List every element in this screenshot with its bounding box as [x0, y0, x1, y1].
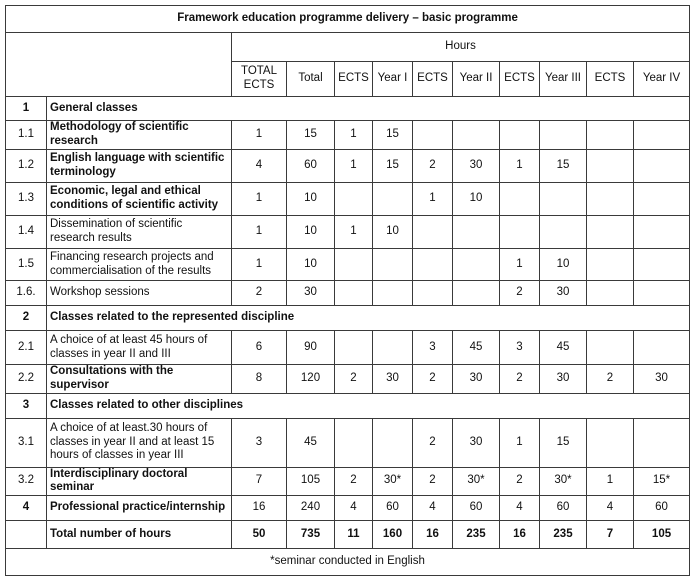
hours-cell: 2 [413, 365, 453, 394]
hours-cell: 30* [453, 467, 500, 496]
column-header: TOTAL ECTS [232, 62, 287, 97]
row-number: 3 [6, 393, 47, 418]
hours-cell [335, 331, 373, 365]
hours-cell: 6 [232, 331, 287, 365]
total-row [6, 521, 690, 549]
hours-cell [453, 216, 500, 249]
hours-cell: 1 [335, 121, 373, 150]
hours-cell [500, 216, 540, 249]
table-row [6, 331, 690, 365]
hours-cell [634, 281, 690, 306]
row-number: 1.1 [6, 121, 47, 150]
row-number: 3.1 [6, 418, 47, 467]
table-row [6, 281, 690, 306]
hours-cell: 4 [232, 150, 287, 183]
column-header: Year II [453, 62, 500, 97]
hours-cell: 1 [232, 121, 287, 150]
hours-cell: 30 [540, 365, 587, 394]
hours-cell: 2 [335, 365, 373, 394]
hours-cell: 10 [453, 183, 500, 216]
table-row [6, 496, 690, 521]
hours-cell [634, 183, 690, 216]
hours-cell [413, 216, 453, 249]
hours-cell: 7 [587, 521, 634, 549]
column-header: ECTS [500, 62, 540, 97]
hours-cell [500, 121, 540, 150]
hours-cell: 160 [373, 521, 413, 549]
hours-cell: 1 [232, 183, 287, 216]
row-number: 2.1 [6, 331, 47, 365]
hours-cell: 30 [453, 150, 500, 183]
hours-cell [587, 331, 634, 365]
hours-cell [634, 418, 690, 467]
section-row [6, 97, 690, 121]
hours-cell: 15* [634, 467, 690, 496]
hours-cell: 1 [500, 249, 540, 281]
hours-cell: 60 [287, 150, 335, 183]
column-header: ECTS [335, 62, 373, 97]
hours-cell: 45 [540, 331, 587, 365]
hours-cell: 8 [232, 365, 287, 394]
column-header: ECTS [587, 62, 634, 97]
row-number: 3.2 [6, 467, 47, 496]
hours-cell [335, 249, 373, 281]
hours-cell: 11 [335, 521, 373, 549]
hours-cell: 735 [287, 521, 335, 549]
table-row [6, 121, 690, 150]
hours-cell [634, 150, 690, 183]
hours-cell: 3 [232, 418, 287, 467]
hours-cell: 1 [232, 249, 287, 281]
hours-cell: 1 [335, 150, 373, 183]
class-name: Professional practice/internship [47, 496, 232, 521]
hours-cell: 16 [413, 521, 453, 549]
hours-cell: 4 [500, 496, 540, 521]
hours-cell [373, 418, 413, 467]
footnote-row [6, 549, 690, 576]
table-title: Framework education programme delivery – basic programme [6, 6, 690, 33]
hours-cell [453, 249, 500, 281]
hours-cell [500, 183, 540, 216]
hours-cell: 15 [540, 150, 587, 183]
programme-table [5, 5, 690, 576]
hours-cell: 50 [232, 521, 287, 549]
hours-cell: 90 [287, 331, 335, 365]
hours-cell: 1 [413, 183, 453, 216]
hours-cell [373, 281, 413, 306]
class-name: English language with scientific terminology [47, 150, 232, 183]
hours-cell: 16 [500, 521, 540, 549]
hours-cell: 60 [453, 496, 500, 521]
hours-cell: 235 [540, 521, 587, 549]
row-number: 1.2 [6, 150, 47, 183]
hours-cell: 2 [500, 365, 540, 394]
hours-cell: 30 [540, 281, 587, 306]
column-header: Year I [373, 62, 413, 97]
hours-cell [587, 121, 634, 150]
column-header: Year IV [634, 62, 690, 97]
hours-cell [587, 249, 634, 281]
hours-cell: 2 [413, 467, 453, 496]
hours-cell: 30* [540, 467, 587, 496]
hours-cell: 240 [287, 496, 335, 521]
hours-cell [587, 150, 634, 183]
hours-cell: 15 [373, 121, 413, 150]
hours-cell [540, 121, 587, 150]
hours-cell: 235 [453, 521, 500, 549]
table-row [6, 183, 690, 216]
table-row [6, 216, 690, 249]
hours-cell [540, 216, 587, 249]
hours-cell [335, 183, 373, 216]
total-label: Total number of hours [47, 521, 232, 549]
hours-cell: 1 [232, 216, 287, 249]
hours-cell: 60 [634, 496, 690, 521]
hours-cell: 10 [540, 249, 587, 281]
hours-cell: 45 [287, 418, 335, 467]
hours-cell: 2 [232, 281, 287, 306]
table-row [6, 467, 690, 496]
hours-cell: 2 [587, 365, 634, 394]
section-title: General classes [47, 97, 690, 121]
class-name: Interdisciplinary doctoral seminar [47, 467, 232, 496]
hours-cell [413, 281, 453, 306]
row-number: 1 [6, 97, 47, 121]
class-name: Economic, legal and ethical conditions of scientific activity [47, 183, 232, 216]
hours-cell: 1 [587, 467, 634, 496]
hours-cell: 30 [287, 281, 335, 306]
hours-cell: 4 [587, 496, 634, 521]
hours-cell: 30* [373, 467, 413, 496]
hours-cell: 30 [453, 418, 500, 467]
hours-cell: 7 [232, 467, 287, 496]
hours-cell: 15 [287, 121, 335, 150]
hours-cell [587, 216, 634, 249]
footnote: *seminar conducted in English [6, 549, 690, 576]
hours-cell [335, 418, 373, 467]
hours-cell [413, 121, 453, 150]
hours-cell [453, 281, 500, 306]
hours-cell: 105 [634, 521, 690, 549]
hours-cell: 30 [634, 365, 690, 394]
hours-cell [453, 121, 500, 150]
row-number: 1.3 [6, 183, 47, 216]
hours-cell: 2 [413, 418, 453, 467]
class-name: Dissemination of scientific research results [47, 216, 232, 249]
hours-cell: 2 [500, 467, 540, 496]
hours-cell: 4 [413, 496, 453, 521]
hours-cell: 10 [287, 249, 335, 281]
column-header: Total [287, 62, 335, 97]
section-row [6, 393, 690, 418]
hours-cell [373, 331, 413, 365]
hours-cell: 30 [373, 365, 413, 394]
hours-cell [634, 121, 690, 150]
hours-cell: 60 [540, 496, 587, 521]
hours-cell [373, 249, 413, 281]
hours-cell [373, 183, 413, 216]
row-number: 4 [6, 496, 47, 521]
class-name: Methodology of scientific research [47, 121, 232, 150]
row-number [6, 521, 47, 549]
hours-cell: 60 [373, 496, 413, 521]
hours-cell: 3 [413, 331, 453, 365]
row-number: 2.2 [6, 365, 47, 394]
column-header: ECTS [413, 62, 453, 97]
hours-cell: 3 [500, 331, 540, 365]
hours-cell [540, 183, 587, 216]
header-blank-cell [6, 33, 232, 97]
hours-cell: 45 [453, 331, 500, 365]
hours-cell: 15 [540, 418, 587, 467]
section-title: Classes related to the represented discipline [47, 306, 690, 331]
hours-cell [335, 281, 373, 306]
table-row [6, 150, 690, 183]
row-number: 1.4 [6, 216, 47, 249]
hours-cell: 10 [373, 216, 413, 249]
class-name: A choice of at least 45 hours of classes in year II and III [47, 331, 232, 365]
hours-cell [587, 418, 634, 467]
hours-cell [634, 331, 690, 365]
class-name: Consultations with the supervisor [47, 365, 232, 394]
hours-cell: 2 [500, 281, 540, 306]
hours-header: Hours [232, 33, 690, 62]
hours-cell [413, 249, 453, 281]
hours-cell: 105 [287, 467, 335, 496]
hours-cell: 1 [500, 418, 540, 467]
hours-cell [634, 216, 690, 249]
class-name: Financing research projects and commercialisation of the results [47, 249, 232, 281]
row-number: 2 [6, 306, 47, 331]
hours-cell [634, 249, 690, 281]
hours-cell: 16 [232, 496, 287, 521]
class-name: A choice of at least.30 hours of classes in year II and at least 15 hours of classes in year III [47, 418, 232, 467]
table-row [6, 418, 690, 467]
column-header: Year III [540, 62, 587, 97]
hours-cell [587, 183, 634, 216]
section-title: Classes related to other disciplines [47, 393, 690, 418]
row-number: 1.6. [6, 281, 47, 306]
hours-cell: 30 [453, 365, 500, 394]
hours-cell: 1 [500, 150, 540, 183]
hours-cell: 10 [287, 216, 335, 249]
hours-cell: 1 [335, 216, 373, 249]
row-number: 1.5 [6, 249, 47, 281]
table-row [6, 365, 690, 394]
section-row [6, 306, 690, 331]
table-row [6, 249, 690, 281]
hours-cell: 2 [335, 467, 373, 496]
hours-cell: 10 [287, 183, 335, 216]
hours-cell: 120 [287, 365, 335, 394]
class-name: Workshop sessions [47, 281, 232, 306]
hours-cell [587, 281, 634, 306]
hours-cell: 2 [413, 150, 453, 183]
hours-cell: 4 [335, 496, 373, 521]
hours-cell: 15 [373, 150, 413, 183]
